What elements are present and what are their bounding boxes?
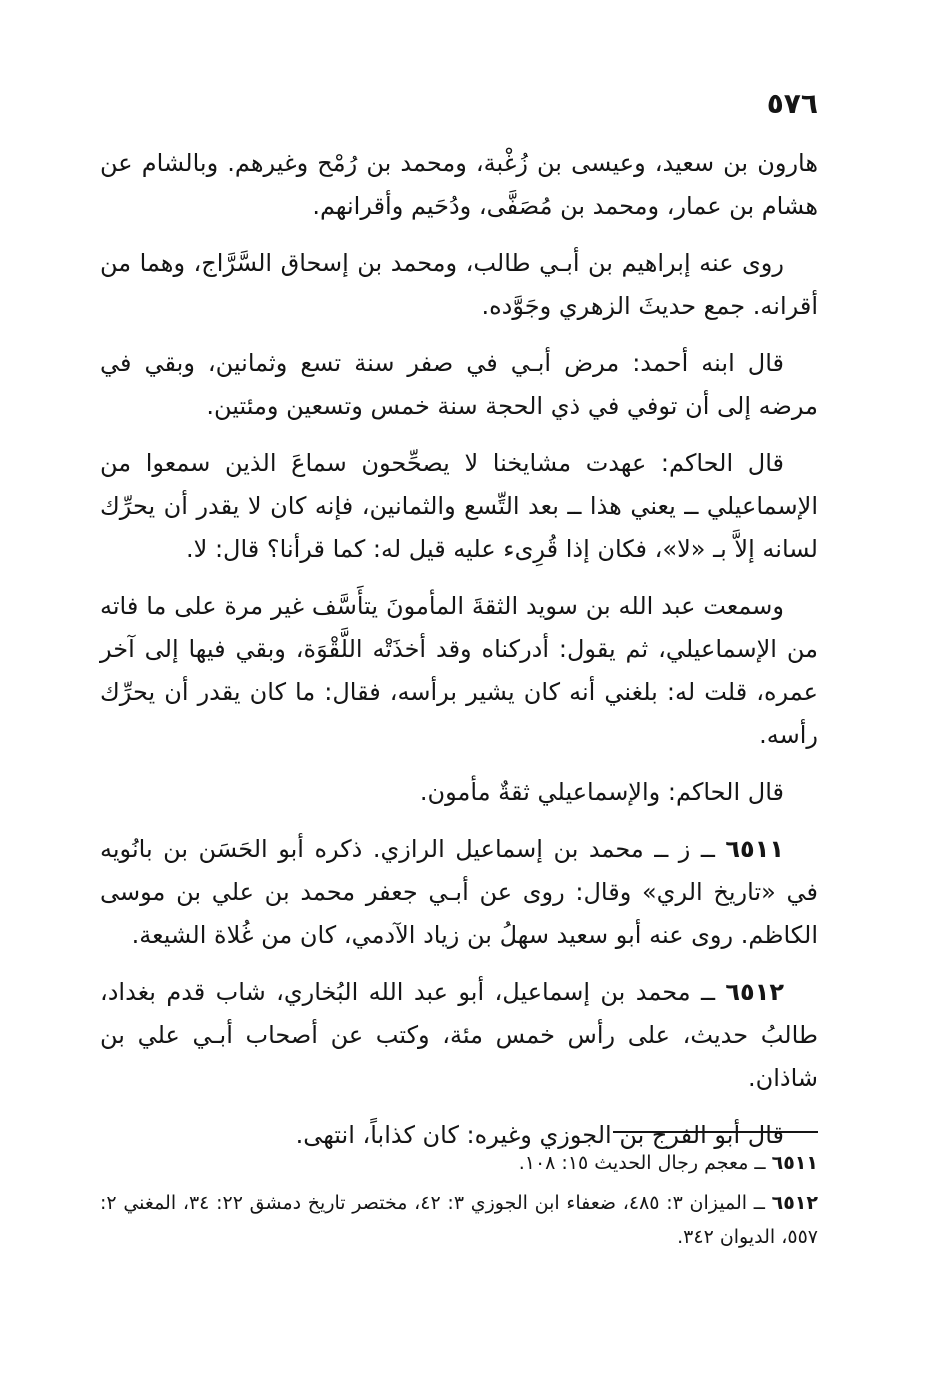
main-text [100, 142, 818, 1171]
footnotes [100, 1146, 818, 1260]
footnote-text: ــ معجم رجال الحديث ١٥: ١٠٨. [518, 1152, 772, 1174]
paragraph-narrators: روى عنه إبراهيم بن أبـي طالب، ومحمد بن إسحاق السَّرَّاج، وهما من أقرانه. جمع حديثَ الزهري وجَوَّده. [100, 249, 818, 320]
footnote-6511 [100, 1146, 818, 1180]
footnote-6512 [100, 1186, 818, 1254]
footnote-number: ٦٥١١ [771, 1152, 818, 1174]
footnote-number: ٦٥١٢ [771, 1192, 818, 1214]
paragraph-illness: قال ابنه أحمد: مرض أبـي في صفر سنة تسع وثمانين، وبقي في مرضه إلى أن توفي في ذي الحجة سنة خمس وتسعين ومئتين. [100, 349, 818, 420]
paragraph-continuation: هارون بن سعيد، وعيسى بن زُغْبة، ومحمد بن رُمْح وغيرهم. وبالشام عن هشام بن عمار، ومحمد بن مُصَفَّى، ودُحَيم وأقرانهم. [100, 149, 818, 220]
footnote-divider [613, 1131, 818, 1133]
entry-text: ــ محمد بن إسماعيل، أبو عبد الله البُخاري، شاب قدم بغداد، طالبُ حديث، على رأس خمس مئة، وكتب عن أصحاب أبـي علي بن شاذان. [100, 978, 818, 1092]
entry-number: ٦٥١١ [725, 835, 784, 863]
page-number: ٥٧٦ [766, 87, 818, 120]
footnote-text: ــ الميزان ٣: ٤٨٥، ضعفاء ابن الجوزي ٣: ٤٢، مختصر تاريخ دمشق ٢٢: ٣٤، المغني ٢: ٥٥٧، الديوان ٣٤٢. [100, 1192, 818, 1248]
entry-text: ــ ز ــ محمد بن إسماعيل الرازي. ذكره أبو الحَسَن بن بانُويه في «تاريخ الري» وقال: روى عن أبـي جعفر محمد بن علي بن موسى الكاظم. روى عنه أبو سعيد سهلُ بن زياد الآدمي، كان من غُلاة الشيعة. [100, 835, 818, 949]
paragraph-hakim-1: قال الحاكم: عهدت مشايخنا لا يصحِّحون سماعَ الذين سمعوا من الإسماعيلي ــ يعني هذا ــ بعد التِّسع والثمانين، فإنه كان لا يقدر أن يحرِّك لسانه إلاَّ بـ «لا»، فكان إذا قُرِىء عليه قيل له: كما قرأنا؟ قال: لا. [100, 449, 818, 563]
entry-6511 [100, 828, 818, 957]
paragraph-hakim-2: قال الحاكم: والإسماعيلي ثقةٌ مأمون. [419, 778, 784, 806]
entry-6512 [100, 971, 818, 1100]
entry-number: ٦٥١٢ [725, 978, 784, 1006]
paragraph-ibn-suwayd: وسمعت عبد الله بن سويد الثقةَ المأمونَ يتأَسَّف غير مرة على ما فاته من الإسماعيلي، ثم يقول: أدركناه وقد أخذَتْه اللَّقْوَة، وبقي فيها إلى آخر عمره، قلت له: بلغني أنه كان يشير برأسه، فقال: ما كان يقدر أن يحرِّك رأسه. [100, 592, 818, 749]
paragraph-ibn-jawzi: قال أبو الفرج بن الجوزي وغيره: كان كذاباً، انتهى. [295, 1121, 784, 1149]
